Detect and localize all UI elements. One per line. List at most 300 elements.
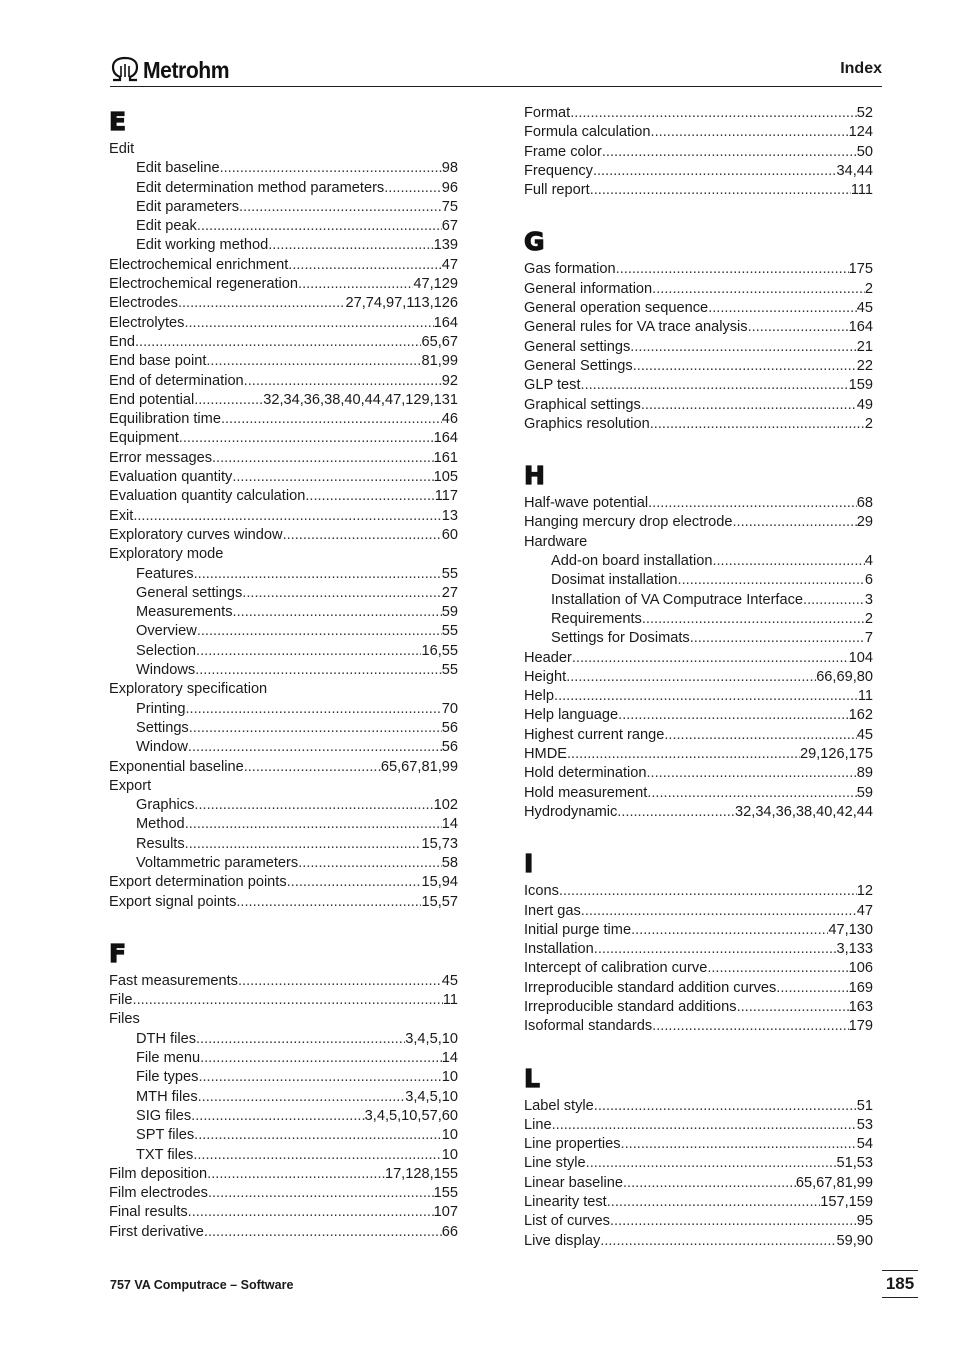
entry-pages: 45 bbox=[856, 300, 873, 317]
dot-leader bbox=[188, 738, 442, 757]
entry-pages: 56 bbox=[441, 719, 458, 736]
entry-term: Voltammetric parameters bbox=[136, 854, 299, 871]
entry-pages: 111 bbox=[850, 182, 873, 199]
index-entry bbox=[109, 972, 458, 991]
dot-leader bbox=[189, 719, 442, 738]
dot-leader bbox=[748, 318, 849, 337]
entry-pages: 14 bbox=[441, 1050, 458, 1067]
index-entry bbox=[524, 513, 873, 532]
entry-pages: 107 bbox=[433, 1204, 458, 1221]
entry-term: Fast measurements bbox=[109, 972, 238, 989]
omega-logo-icon bbox=[110, 56, 140, 84]
entry-pages: 2 bbox=[864, 280, 873, 297]
entry-term: Header bbox=[524, 649, 572, 666]
index-entry bbox=[524, 1212, 873, 1231]
entry-term: Electrolytes bbox=[109, 314, 185, 331]
entry-term: General operation sequence bbox=[524, 300, 709, 317]
entry-term: Method bbox=[136, 816, 185, 833]
entry-pages: 75 bbox=[441, 198, 458, 215]
dot-leader bbox=[581, 376, 849, 395]
index-entry bbox=[524, 415, 873, 434]
index-section bbox=[524, 224, 873, 434]
entry-term: Inert gas bbox=[524, 902, 581, 919]
index-entry bbox=[524, 764, 873, 783]
index-column-left bbox=[109, 104, 458, 1242]
section-letter: H bbox=[524, 461, 545, 491]
entry-term: Height bbox=[524, 668, 567, 685]
entry-pages: 65,67,81,99 bbox=[795, 1174, 873, 1191]
entry-term: End of determination bbox=[109, 372, 244, 389]
entry-term: Add-on board installation bbox=[551, 553, 713, 570]
entry-pages: 4 bbox=[864, 553, 873, 570]
entry-pages: 106 bbox=[848, 960, 873, 977]
entry-pages: 54 bbox=[856, 1136, 873, 1153]
entry-term: End base point bbox=[109, 353, 207, 370]
index-subentry bbox=[109, 584, 458, 603]
dot-leader bbox=[618, 706, 849, 725]
entry-term: Evaluation quantity calculation bbox=[109, 488, 306, 505]
entry-term: Printing bbox=[136, 700, 186, 717]
dot-leader bbox=[212, 449, 434, 468]
entry-term: Isoformal standards bbox=[524, 1018, 653, 1035]
index-entry bbox=[524, 902, 873, 921]
entry-pages: 29 bbox=[856, 514, 873, 531]
entry-term: Files bbox=[109, 1011, 140, 1028]
index-entry bbox=[524, 921, 873, 940]
index-entry bbox=[524, 1097, 873, 1116]
index-entry bbox=[524, 1135, 873, 1154]
index-subentry bbox=[524, 629, 873, 648]
entry-term: Final results bbox=[109, 1204, 188, 1221]
entry-pages: 164 bbox=[848, 319, 873, 336]
entry-term: Icons bbox=[524, 883, 559, 900]
entry-pages: 15,94 bbox=[421, 874, 458, 891]
entry-term: Live display bbox=[524, 1232, 601, 1249]
entry-pages: 27,74,97,113,126 bbox=[345, 295, 458, 312]
index-entry bbox=[109, 410, 458, 429]
entry-term: List of curves bbox=[524, 1213, 610, 1230]
entry-pages: 139 bbox=[433, 237, 458, 254]
dot-leader bbox=[630, 338, 856, 357]
dot-leader bbox=[594, 940, 837, 959]
index-subentry bbox=[109, 622, 458, 641]
section-letter: F bbox=[109, 938, 127, 968]
entry-pages: 59,90 bbox=[836, 1232, 873, 1249]
entry-pages: 47,129 bbox=[413, 276, 458, 293]
index-subentry bbox=[524, 571, 873, 590]
dot-leader bbox=[198, 1088, 406, 1107]
brand-logo bbox=[110, 56, 237, 84]
dot-leader bbox=[651, 123, 849, 142]
entry-term: Evaluation quantity bbox=[109, 469, 233, 486]
entry-pages: 50 bbox=[856, 143, 873, 160]
index-subentry bbox=[109, 642, 458, 661]
dot-leader bbox=[195, 661, 442, 680]
entry-pages: 17,128,155 bbox=[384, 1165, 458, 1182]
entry-term: Measurements bbox=[136, 604, 233, 621]
entry-pages: 10 bbox=[441, 1146, 458, 1163]
dot-leader bbox=[197, 622, 442, 641]
index-entry bbox=[524, 376, 873, 395]
index-section bbox=[109, 104, 458, 912]
index-subentry bbox=[109, 738, 458, 757]
index-entry bbox=[524, 1232, 873, 1251]
index-subentry bbox=[109, 815, 458, 834]
entry-pages: 7 bbox=[864, 630, 873, 647]
entry-pages: 164 bbox=[433, 430, 458, 447]
entry-pages: 55 bbox=[441, 623, 458, 640]
entry-term: General settings bbox=[136, 584, 243, 601]
entry-term: Initial purge time bbox=[524, 921, 632, 938]
index-entry bbox=[524, 726, 873, 745]
entry-pages: 157,159 bbox=[820, 1194, 873, 1211]
dot-leader bbox=[283, 526, 442, 545]
entry-pages: 10 bbox=[441, 1127, 458, 1144]
index-entry bbox=[524, 143, 873, 162]
entry-term: Linear baseline bbox=[524, 1174, 623, 1191]
dot-leader bbox=[650, 415, 865, 434]
dot-leader bbox=[631, 921, 828, 940]
entry-term: Highest current range bbox=[524, 726, 665, 743]
index-entry bbox=[109, 1165, 458, 1184]
index-entry bbox=[109, 140, 458, 159]
dot-leader bbox=[185, 815, 442, 834]
index-entry bbox=[109, 468, 458, 487]
entry-pages: 3,133 bbox=[836, 941, 873, 958]
entry-pages: 32,34,36,38,40,42,44 bbox=[735, 803, 873, 820]
index-entry bbox=[109, 275, 458, 294]
index-entry bbox=[524, 318, 873, 337]
index-entry bbox=[109, 294, 458, 313]
entry-term: Exponential baseline bbox=[109, 758, 244, 775]
entry-pages: 124 bbox=[848, 124, 873, 141]
dot-leader bbox=[776, 979, 848, 998]
entry-term: Equipment bbox=[109, 430, 179, 447]
dot-leader bbox=[221, 410, 442, 429]
entry-term: Irreproducible standard addition curves bbox=[524, 979, 777, 996]
index-section bbox=[524, 104, 873, 200]
index-entry bbox=[109, 333, 458, 352]
index-section bbox=[524, 458, 873, 822]
dot-leader bbox=[737, 998, 849, 1017]
dot-leader bbox=[559, 882, 857, 901]
entry-term: Graphical settings bbox=[524, 396, 641, 413]
index-subentry bbox=[109, 1030, 458, 1049]
entry-term: General information bbox=[524, 280, 653, 297]
dot-leader bbox=[198, 1068, 441, 1087]
index-subentry bbox=[109, 719, 458, 738]
dot-leader bbox=[652, 280, 865, 299]
index-subentry bbox=[109, 1146, 458, 1165]
dot-leader bbox=[233, 603, 442, 622]
entry-term: File bbox=[109, 992, 133, 1009]
entry-pages: 15,57 bbox=[421, 893, 458, 910]
entry-term: Gas formation bbox=[524, 261, 616, 278]
index-entry bbox=[109, 429, 458, 448]
dot-leader bbox=[708, 299, 857, 318]
dot-leader bbox=[621, 1135, 857, 1154]
index-subentry bbox=[109, 1068, 458, 1087]
index-entry bbox=[524, 494, 873, 513]
index-entry bbox=[524, 706, 873, 725]
dot-leader bbox=[133, 991, 443, 1010]
entry-pages: 2 bbox=[864, 415, 873, 432]
entry-term: Electrochemical enrichment bbox=[109, 256, 289, 273]
index-entry bbox=[109, 352, 458, 371]
index-entry bbox=[524, 533, 873, 552]
entry-pages: 59 bbox=[856, 784, 873, 801]
entry-term: Features bbox=[136, 565, 194, 582]
index-subentry bbox=[524, 591, 873, 610]
dot-leader bbox=[204, 1223, 442, 1242]
dot-leader bbox=[566, 668, 816, 687]
entry-term: Exit bbox=[109, 507, 134, 524]
entry-pages: 162 bbox=[848, 707, 873, 724]
entry-term: Graphics bbox=[136, 797, 195, 814]
entry-term: Hold determination bbox=[524, 765, 647, 782]
entry-term: Windows bbox=[136, 662, 196, 679]
entry-term: Linearity test bbox=[524, 1194, 607, 1211]
index-subentry bbox=[109, 159, 458, 178]
index-entry bbox=[524, 162, 873, 181]
dot-leader bbox=[623, 1174, 796, 1193]
section-letter: E bbox=[109, 107, 127, 136]
page-header bbox=[110, 56, 882, 88]
entry-pages: 45 bbox=[856, 726, 873, 743]
dot-leader bbox=[206, 352, 421, 371]
dot-leader bbox=[707, 959, 848, 978]
entry-term: General Settings bbox=[524, 357, 633, 374]
entry-term: Format bbox=[524, 105, 571, 121]
entry-term: MTH files bbox=[136, 1088, 198, 1105]
entry-pages: 27 bbox=[441, 584, 458, 601]
index-entry bbox=[109, 873, 458, 892]
entry-pages: 49 bbox=[856, 396, 873, 413]
index-subentry bbox=[109, 236, 458, 255]
dot-leader bbox=[287, 873, 422, 892]
dot-leader bbox=[185, 700, 441, 719]
entry-pages: 32,34,36,38,40,44,47,129,131 bbox=[263, 391, 458, 408]
entry-term: First derivative bbox=[109, 1223, 204, 1240]
entry-term: Error messages bbox=[109, 449, 212, 466]
entry-term: Edit determination method parameters bbox=[136, 179, 385, 196]
entry-pages: 11 bbox=[857, 688, 873, 705]
entry-pages: 56 bbox=[441, 739, 458, 756]
entry-term: Film deposition bbox=[109, 1165, 208, 1182]
entry-pages: 46 bbox=[441, 411, 458, 428]
index-subentry bbox=[109, 854, 458, 873]
entry-term: Electrodes bbox=[109, 295, 178, 312]
dot-leader bbox=[572, 649, 849, 668]
dot-leader bbox=[384, 179, 442, 198]
entry-term: Full report bbox=[524, 182, 590, 199]
index-subentry bbox=[109, 796, 458, 815]
index-entry bbox=[524, 357, 873, 376]
entry-pages: 2 bbox=[864, 610, 873, 627]
index-subentry bbox=[524, 610, 873, 629]
entry-pages: 11 bbox=[442, 992, 458, 1009]
index-entry bbox=[109, 545, 458, 564]
dot-leader bbox=[594, 1097, 857, 1116]
dot-leader bbox=[570, 104, 857, 123]
index-subentry bbox=[109, 565, 458, 584]
entry-pages: 65,67 bbox=[421, 333, 458, 350]
entry-pages: 51 bbox=[856, 1097, 873, 1114]
entry-pages: 179 bbox=[848, 1018, 873, 1035]
section-letter: I bbox=[524, 849, 534, 879]
entry-term: Hydrodynamic bbox=[524, 803, 618, 820]
dot-leader bbox=[305, 487, 434, 506]
entry-pages: 159 bbox=[848, 377, 873, 394]
entry-pages: 81,99 bbox=[421, 353, 458, 370]
entry-pages: 58 bbox=[441, 854, 458, 871]
dot-leader bbox=[648, 494, 857, 513]
entry-pages: 95 bbox=[856, 1213, 873, 1230]
index-entry bbox=[524, 1154, 873, 1173]
dot-leader bbox=[208, 1184, 434, 1203]
index-section bbox=[109, 936, 458, 1242]
entry-pages: 117 bbox=[434, 488, 458, 505]
index-entry bbox=[109, 526, 458, 545]
dot-leader bbox=[600, 1232, 836, 1251]
index-entry bbox=[524, 649, 873, 668]
entry-pages: 175 bbox=[848, 261, 873, 278]
entry-pages: 47,130 bbox=[828, 921, 873, 938]
entry-term: Window bbox=[136, 739, 188, 756]
entry-pages: 70 bbox=[441, 700, 458, 717]
index-entry bbox=[524, 1193, 873, 1212]
index-entry bbox=[524, 260, 873, 279]
dot-leader bbox=[196, 1030, 405, 1049]
index-entry bbox=[524, 940, 873, 959]
dot-leader bbox=[236, 893, 421, 912]
entry-term: End bbox=[109, 333, 135, 350]
dot-leader bbox=[803, 591, 865, 610]
entry-pages: 96 bbox=[441, 179, 458, 196]
entry-term: Edit working method bbox=[136, 237, 269, 254]
dot-leader bbox=[220, 159, 442, 178]
dot-leader bbox=[239, 198, 442, 217]
entry-pages: 6 bbox=[864, 572, 873, 589]
dot-leader bbox=[178, 294, 346, 313]
dot-leader bbox=[194, 796, 433, 815]
entry-term: Intercept of calibration curve bbox=[524, 960, 708, 977]
index-entry bbox=[524, 979, 873, 998]
index-entry bbox=[524, 745, 873, 764]
dot-leader bbox=[238, 972, 442, 991]
index-entry bbox=[524, 104, 873, 123]
dot-leader bbox=[197, 217, 442, 236]
dot-leader bbox=[647, 764, 857, 783]
entry-term: Edit parameters bbox=[136, 198, 240, 215]
entry-pages: 3,4,5,10 bbox=[405, 1088, 458, 1105]
entry-term: Hardware bbox=[524, 533, 588, 550]
entry-term: File menu bbox=[136, 1050, 201, 1067]
index-subentry bbox=[109, 198, 458, 217]
entry-term: SPT files bbox=[136, 1127, 195, 1144]
index-entry bbox=[109, 1010, 458, 1029]
entry-term: Hold measurement bbox=[524, 784, 648, 801]
index-entry bbox=[524, 803, 873, 822]
entry-term: Graphics resolution bbox=[524, 415, 650, 432]
entry-pages: 164 bbox=[433, 314, 458, 331]
entry-term: Selection bbox=[136, 642, 197, 659]
index-entry bbox=[524, 784, 873, 803]
entry-term: Irreproducible standard additions bbox=[524, 998, 737, 1015]
entry-term: Edit bbox=[109, 141, 135, 157]
dot-leader bbox=[191, 1107, 365, 1126]
dot-leader bbox=[184, 314, 433, 333]
entry-pages: 55 bbox=[441, 565, 458, 582]
entry-pages: 12 bbox=[856, 883, 873, 900]
dot-leader bbox=[567, 745, 800, 764]
entry-pages: 3,4,5,10,57,60 bbox=[364, 1107, 458, 1124]
entry-pages: 52 bbox=[856, 105, 873, 121]
index-entry bbox=[524, 280, 873, 299]
entry-term: Label style bbox=[524, 1097, 594, 1114]
entry-term: General rules for VA trace analysis bbox=[524, 319, 748, 336]
dot-leader bbox=[732, 513, 856, 532]
entry-pages: 22 bbox=[856, 357, 873, 374]
entry-pages: 47 bbox=[441, 256, 458, 273]
dot-leader bbox=[642, 610, 865, 629]
entry-term: Line properties bbox=[524, 1136, 621, 1153]
entry-pages: 3,4,5,10 bbox=[405, 1030, 458, 1047]
dot-leader bbox=[268, 236, 433, 255]
entry-term: Settings for Dosimats bbox=[551, 630, 690, 647]
index-entry bbox=[109, 507, 458, 526]
index-section bbox=[524, 1061, 873, 1251]
entry-term: Equilibration time bbox=[109, 411, 221, 428]
entry-pages: 60 bbox=[441, 526, 458, 543]
dot-leader bbox=[135, 333, 422, 352]
index-subentry bbox=[109, 835, 458, 854]
entry-term: TXT files bbox=[136, 1146, 194, 1163]
dot-leader bbox=[244, 758, 381, 777]
dot-leader bbox=[652, 1017, 848, 1036]
dot-leader bbox=[678, 571, 865, 590]
dot-leader bbox=[647, 784, 856, 803]
dot-leader bbox=[590, 181, 851, 200]
entry-pages: 45 bbox=[441, 972, 458, 989]
index-subentry bbox=[109, 1107, 458, 1126]
entry-term: End potential bbox=[109, 391, 195, 408]
dot-leader bbox=[185, 835, 422, 854]
entry-term: Film electrodes bbox=[109, 1185, 208, 1202]
entry-term: Edit baseline bbox=[136, 160, 220, 177]
dot-leader bbox=[188, 1203, 434, 1222]
dot-leader bbox=[633, 357, 857, 376]
dot-leader bbox=[242, 584, 441, 603]
dot-leader bbox=[133, 507, 441, 526]
entry-pages: 161 bbox=[433, 449, 458, 466]
dot-leader bbox=[232, 468, 433, 487]
entry-term: General settings bbox=[524, 338, 631, 355]
index-entry bbox=[109, 758, 458, 777]
index-entry bbox=[524, 1116, 873, 1135]
section-letter: G bbox=[524, 227, 545, 257]
entry-pages: 98 bbox=[441, 160, 458, 177]
section-letter: L bbox=[524, 1063, 540, 1093]
index-entry bbox=[524, 396, 873, 415]
entry-pages: 102 bbox=[433, 797, 458, 814]
entry-term: Installation bbox=[524, 941, 594, 958]
entry-term: SIG files bbox=[136, 1107, 192, 1124]
entry-pages: 55 bbox=[441, 662, 458, 679]
index-entry bbox=[109, 1203, 458, 1222]
entry-pages: 105 bbox=[433, 469, 458, 486]
index-entry bbox=[524, 687, 873, 706]
